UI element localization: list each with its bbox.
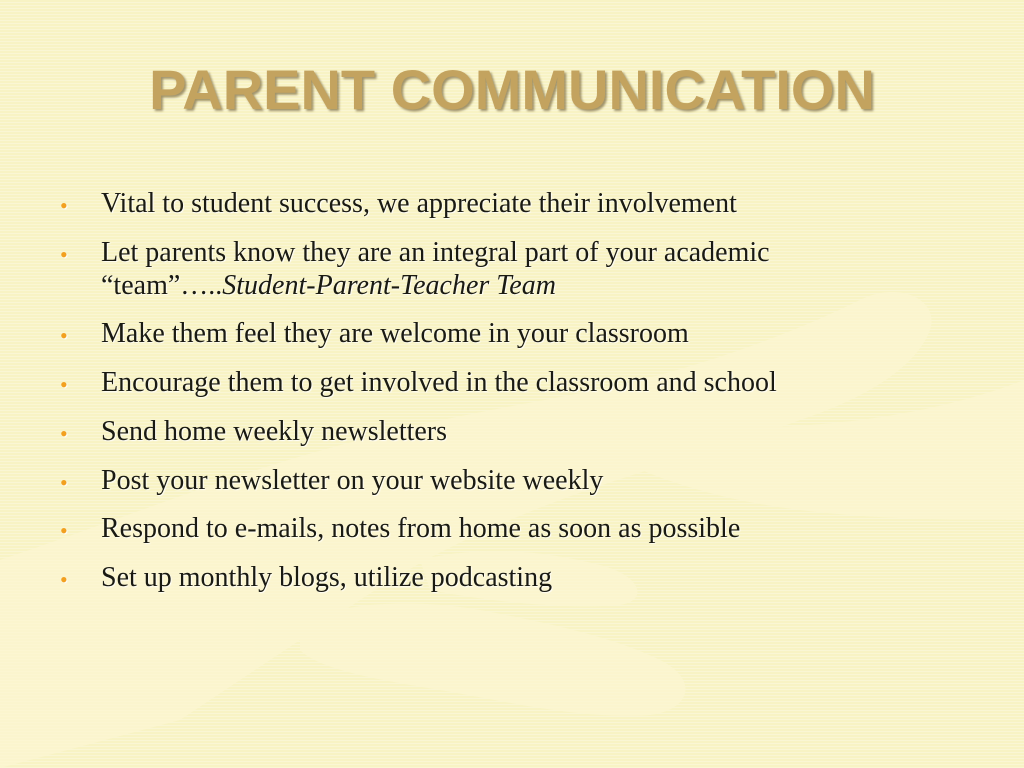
list-item-text: Let parents know they are an integral part of your academic “team”…..: [101, 236, 770, 301]
list-item: [60, 513, 960, 546]
bullet-dot-icon: •: [60, 241, 68, 267]
list-item-text: Respond to e-mails, notes from home as soon as possible: [101, 513, 741, 545]
bullet-list: [60, 188, 960, 611]
bullet-dot-icon: •: [60, 518, 68, 544]
slide-title: PARENT COMMUNICATION: [149, 58, 875, 121]
list-item-text: Send home weekly newsletters: [101, 415, 448, 447]
list-item: [60, 237, 960, 303]
list-item-text: Encourage them to get involved in the classroom and school: [101, 367, 777, 398]
list-item-text: Make them feel they are welcome in your classroom: [101, 318, 689, 350]
bullet-dot-icon: •: [60, 469, 68, 495]
list-item: [60, 318, 960, 351]
list-item-text: Post your newsletter on your website weekly: [101, 464, 604, 496]
list-item: [60, 465, 960, 498]
list-item: [60, 367, 960, 400]
list-item-text: Set up monthly blogs, utilize podcasting: [101, 562, 553, 593]
list-item: [60, 416, 960, 449]
list-item-text: Vital to student success, we appreciate their involvement: [101, 188, 737, 219]
list-item: [60, 188, 960, 221]
bullet-dot-icon: •: [60, 372, 68, 397]
bullet-dot-icon: •: [60, 193, 68, 218]
bullet-dot-icon: •: [60, 323, 68, 349]
list-item: [60, 562, 960, 595]
list-item-emphasis: Student-Parent-Teacher Team: [222, 269, 556, 301]
bullet-dot-icon: •: [60, 420, 68, 446]
bullet-dot-icon: •: [60, 567, 68, 592]
